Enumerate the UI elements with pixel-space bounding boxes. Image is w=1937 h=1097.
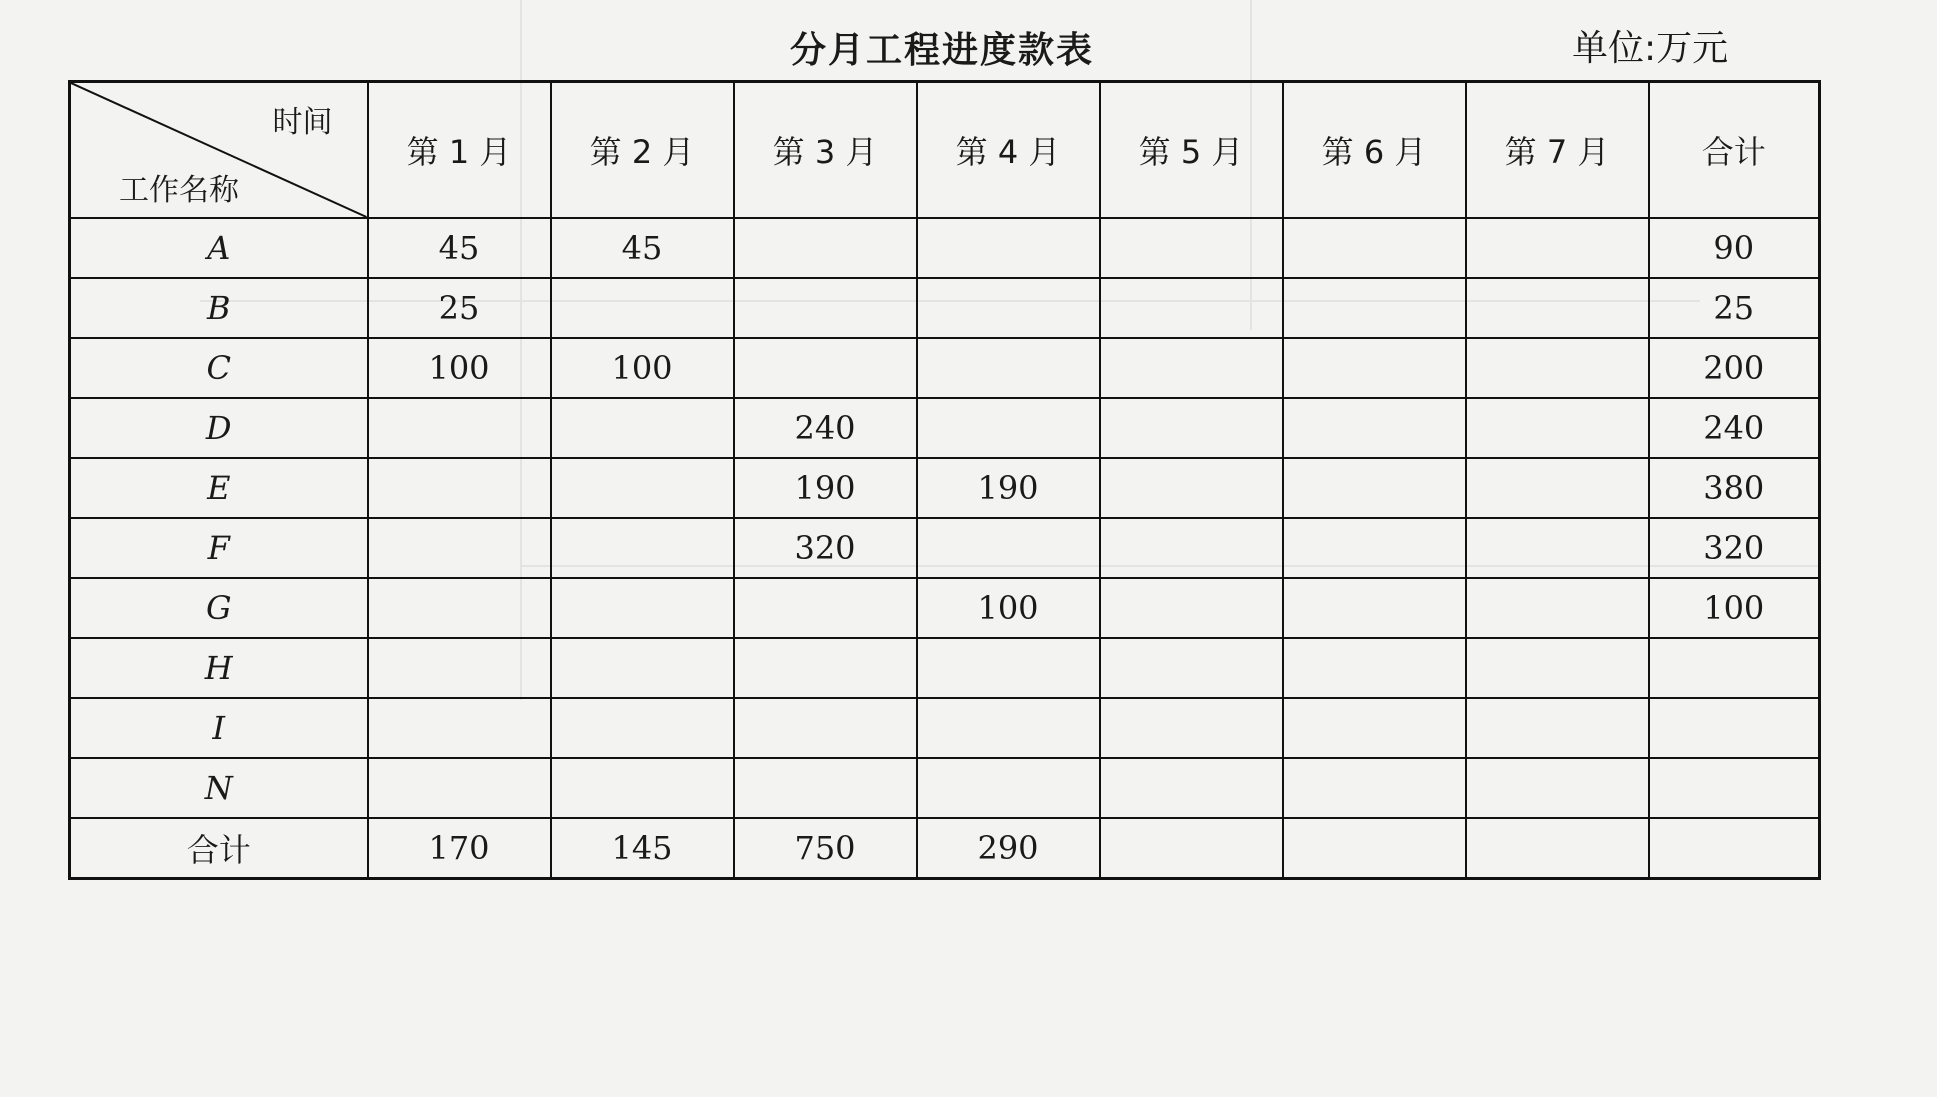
- table-cell: 100: [917, 578, 1100, 638]
- table-cell-total: [1649, 818, 1820, 879]
- table-cell: [1283, 458, 1466, 518]
- row-name-cell: B: [70, 278, 368, 338]
- table-cell: [1283, 338, 1466, 398]
- table-cell-total: 240: [1649, 398, 1820, 458]
- table-cell: [917, 518, 1100, 578]
- table-cell: [368, 698, 551, 758]
- table-cell: [551, 398, 734, 458]
- table-cell: [1283, 218, 1466, 278]
- table-cell: [734, 278, 917, 338]
- table-cell: [1100, 578, 1283, 638]
- table-cell: [1100, 698, 1283, 758]
- column-header: 第 7 月: [1466, 82, 1649, 219]
- table-cell: 45: [551, 218, 734, 278]
- table-cell: [1283, 278, 1466, 338]
- row-name-cell: E: [70, 458, 368, 518]
- table-cell: [1283, 818, 1466, 879]
- table-row: [70, 638, 1820, 698]
- table-cell: 750: [734, 818, 917, 879]
- table-cell: [368, 518, 551, 578]
- table-cell: [1466, 758, 1649, 818]
- table-cell-total: 25: [1649, 278, 1820, 338]
- table-cell: [551, 278, 734, 338]
- column-header: 第 1 月: [368, 82, 551, 219]
- table-cell: 170: [368, 818, 551, 879]
- table-cell: [1466, 338, 1649, 398]
- table-cell: [734, 758, 917, 818]
- table-cell: [1100, 638, 1283, 698]
- table-cell: [734, 338, 917, 398]
- table-cell: [734, 698, 917, 758]
- total-row-label: 合计: [70, 818, 368, 879]
- table-cell: [1466, 278, 1649, 338]
- table-cell-total: [1649, 758, 1820, 818]
- table-cell: [1466, 458, 1649, 518]
- table-cell-total: 100: [1649, 578, 1820, 638]
- table-cell: 100: [368, 338, 551, 398]
- table-cell: [368, 398, 551, 458]
- table-cell: [734, 218, 917, 278]
- table-cell: [917, 698, 1100, 758]
- row-name-cell: I: [70, 698, 368, 758]
- column-header: 第 2 月: [551, 82, 734, 219]
- table-cell: [1466, 218, 1649, 278]
- table-cell: [551, 458, 734, 518]
- table-cell: [1100, 218, 1283, 278]
- table-row: [70, 518, 1820, 578]
- row-name-cell: D: [70, 398, 368, 458]
- table-cell: [1100, 398, 1283, 458]
- table-cell-total: 320: [1649, 518, 1820, 578]
- table-cell: [1466, 398, 1649, 458]
- table-cell: [1466, 818, 1649, 879]
- corner-header-cell: [70, 82, 368, 219]
- table-cell: [1100, 338, 1283, 398]
- row-name-cell: N: [70, 758, 368, 818]
- table-cell: [368, 638, 551, 698]
- column-header: 第 4 月: [917, 82, 1100, 219]
- table-cell: 240: [734, 398, 917, 458]
- table-cell: [917, 398, 1100, 458]
- table-cell: [368, 758, 551, 818]
- table-cell-total: [1649, 638, 1820, 698]
- table-row: [70, 338, 1820, 398]
- table-cell-total: 90: [1649, 218, 1820, 278]
- unit-label: 单位:万元: [1572, 28, 1729, 69]
- table-cell: [1100, 518, 1283, 578]
- table-cell: 145: [551, 818, 734, 879]
- table-cell: [1466, 698, 1649, 758]
- table-cell: [917, 278, 1100, 338]
- table-total-row: [70, 818, 1820, 879]
- column-header: 第 5 月: [1100, 82, 1283, 219]
- table-cell: 100: [551, 338, 734, 398]
- table-cell: [917, 218, 1100, 278]
- table-cell: [917, 758, 1100, 818]
- table-cell: 190: [917, 458, 1100, 518]
- table-cell: [1283, 698, 1466, 758]
- table-cell: [1466, 578, 1649, 638]
- table-cell: [1283, 758, 1466, 818]
- table-cell-total: 200: [1649, 338, 1820, 398]
- table-header-row: [70, 82, 1820, 219]
- corner-label-time: 时间: [272, 105, 333, 140]
- table-cell: 190: [734, 458, 917, 518]
- row-name-cell: C: [70, 338, 368, 398]
- column-header-total: 合计: [1649, 82, 1820, 219]
- table-cell: [917, 338, 1100, 398]
- progress-payment-table: [68, 80, 1821, 880]
- table-cell: [551, 758, 734, 818]
- table-cell: [1283, 578, 1466, 638]
- table-cell: 320: [734, 518, 917, 578]
- table-row: [70, 218, 1820, 278]
- table-row: [70, 758, 1820, 818]
- table-row: [70, 578, 1820, 638]
- table-cell: 290: [917, 818, 1100, 879]
- table-cell: [734, 578, 917, 638]
- column-header: 第 6 月: [1283, 82, 1466, 219]
- row-name-cell: F: [70, 518, 368, 578]
- table-cell: [1100, 458, 1283, 518]
- table-row: [70, 398, 1820, 458]
- table-row: [70, 278, 1820, 338]
- page-title: 分月工程进度款表: [790, 30, 1095, 71]
- table-cell: [368, 578, 551, 638]
- table-cell: [1100, 278, 1283, 338]
- table-cell-total: 380: [1649, 458, 1820, 518]
- table-cell: [551, 578, 734, 638]
- row-name-cell: G: [70, 578, 368, 638]
- table-cell: [551, 638, 734, 698]
- table-cell: [917, 638, 1100, 698]
- column-header: 第 3 月: [734, 82, 917, 219]
- table-row: [70, 458, 1820, 518]
- table-cell: [734, 638, 917, 698]
- table-cell-total: [1649, 698, 1820, 758]
- table-cell: [551, 518, 734, 578]
- row-name-cell: A: [70, 218, 368, 278]
- table-cell: [1283, 638, 1466, 698]
- table-cell: 25: [368, 278, 551, 338]
- table-row: [70, 698, 1820, 758]
- table-cell: [1100, 758, 1283, 818]
- table-cell: [1283, 518, 1466, 578]
- table-cell: [1466, 518, 1649, 578]
- header: [0, 12, 1937, 72]
- table-cell: 45: [368, 218, 551, 278]
- table-cell: [1466, 638, 1649, 698]
- table-cell: [551, 698, 734, 758]
- table-cell: [368, 458, 551, 518]
- corner-label-work-name: 工作名称: [119, 173, 239, 208]
- row-name-cell: H: [70, 638, 368, 698]
- table-cell: [1283, 398, 1466, 458]
- table-cell: [1100, 818, 1283, 879]
